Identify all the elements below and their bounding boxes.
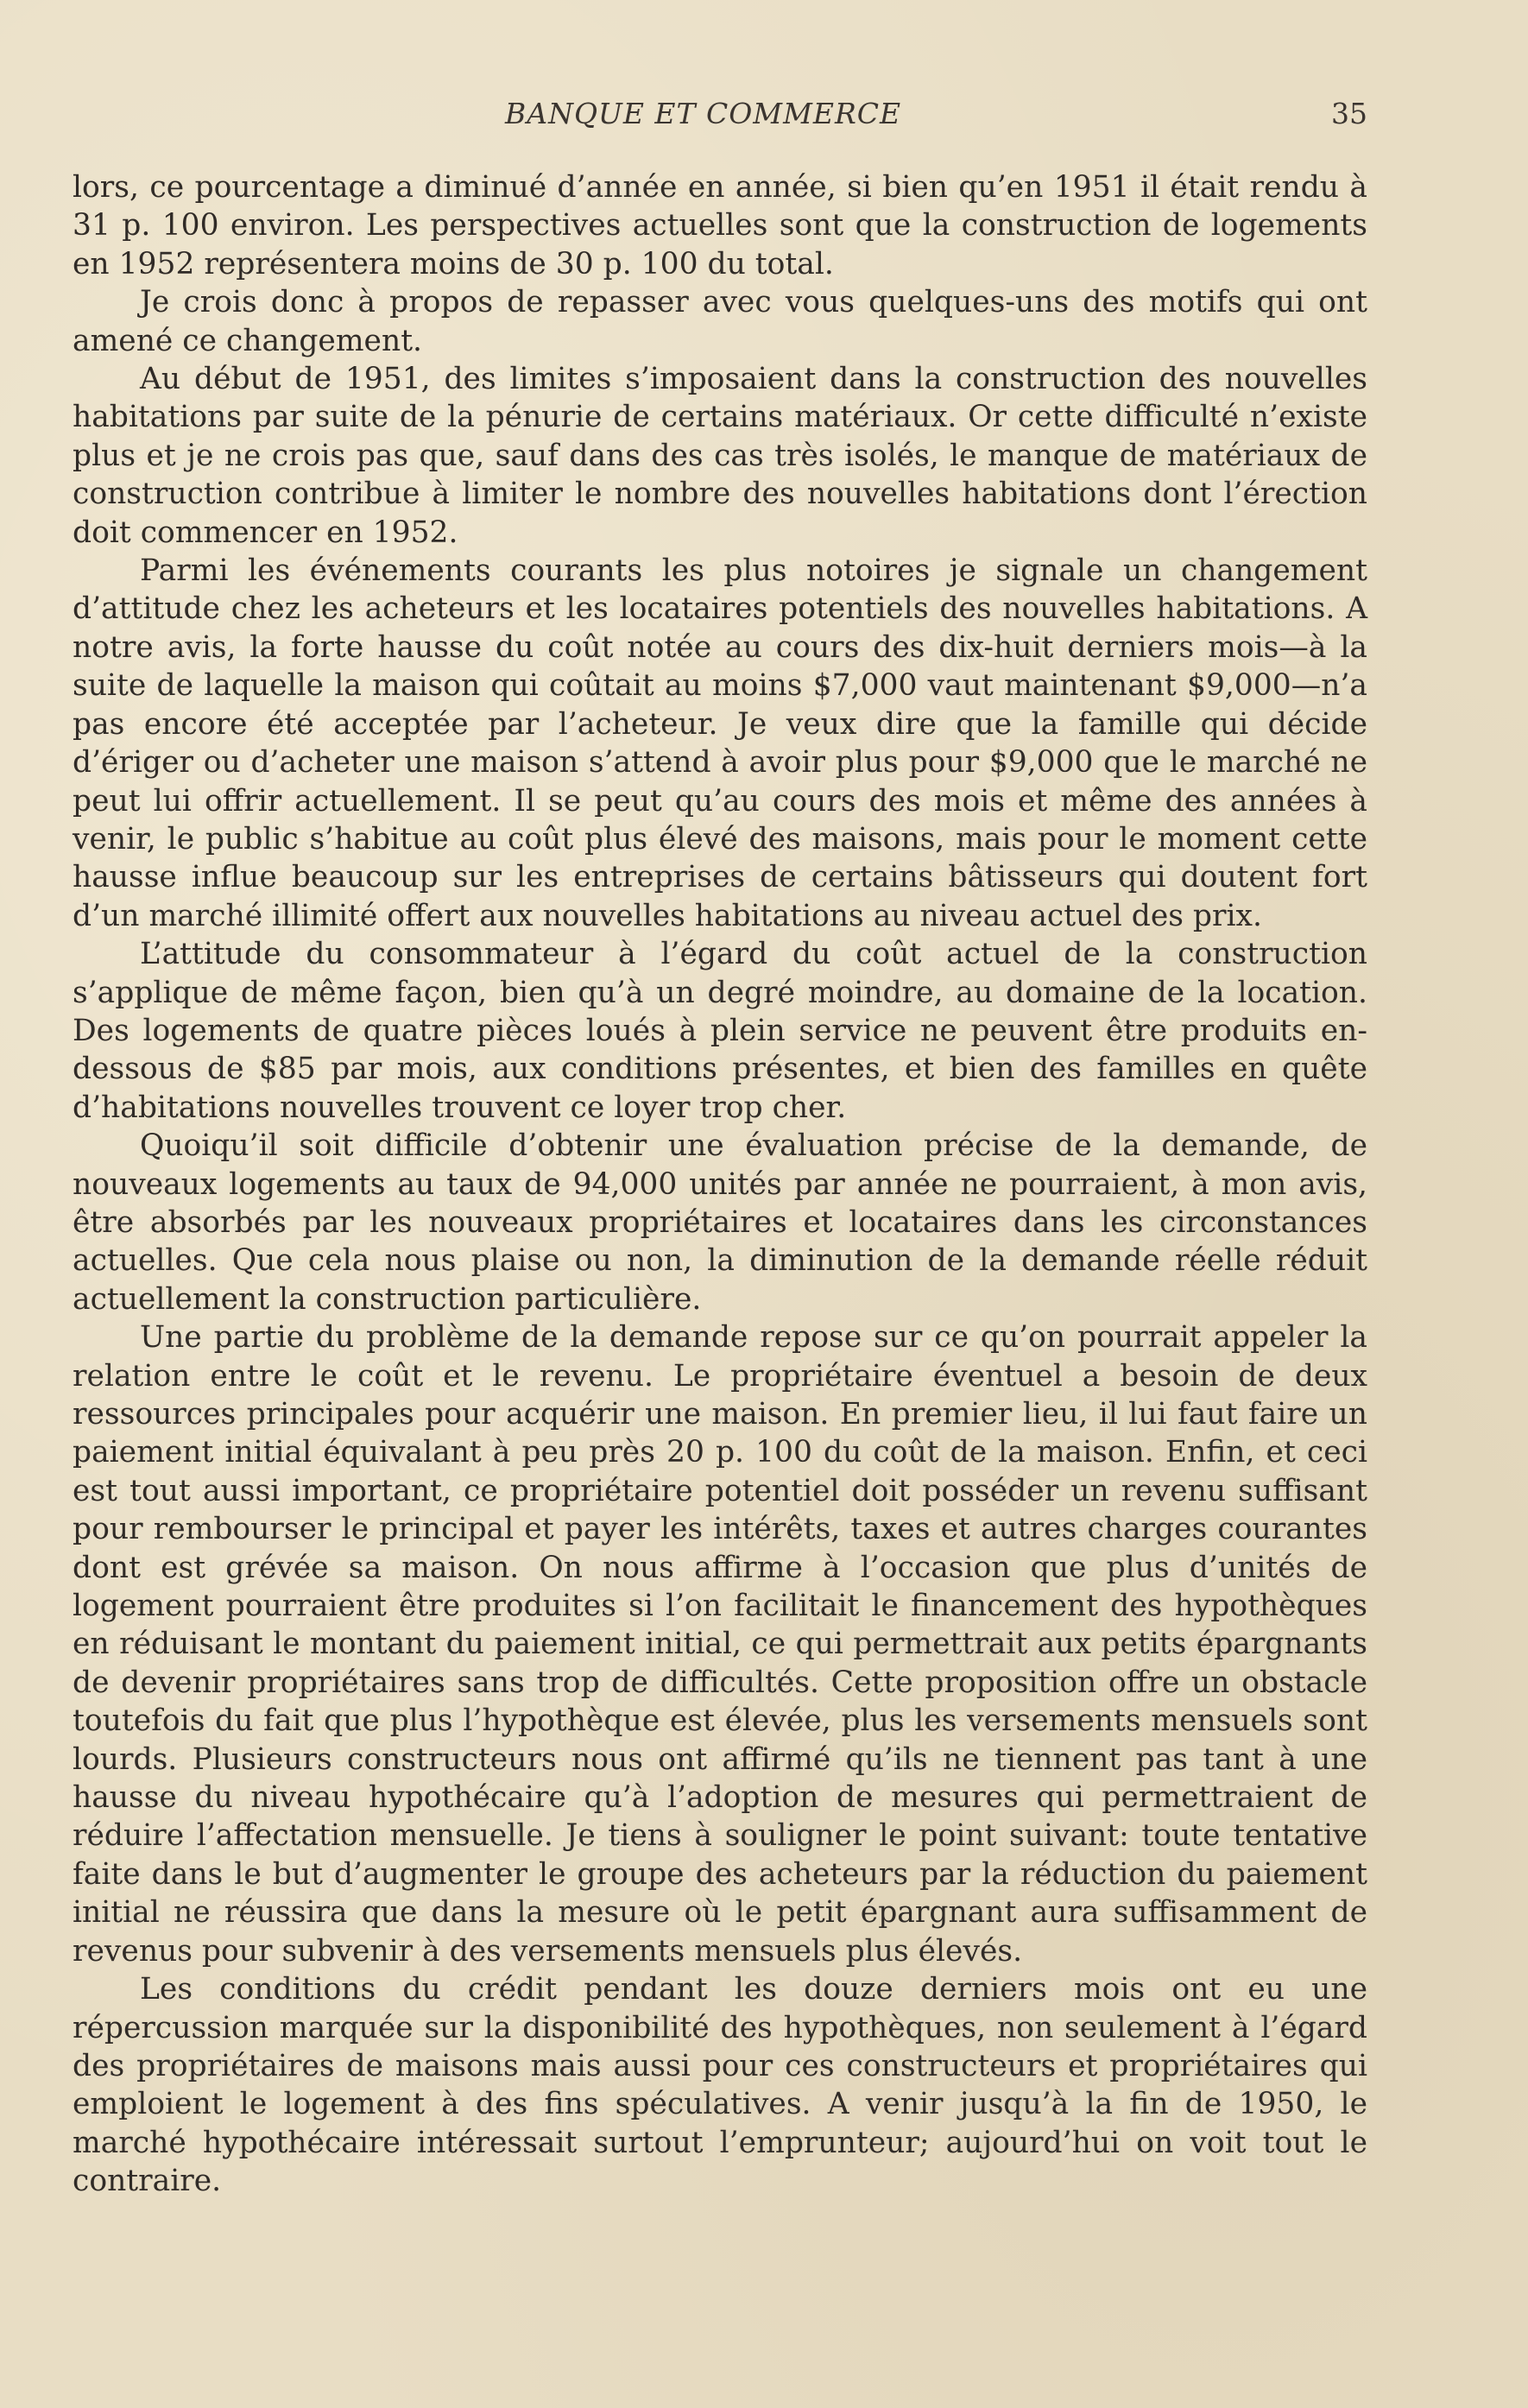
paragraph: Les conditions du crédit pendant les douze derniers mois ont eu une répercussion marquée sur la disponibilité des hypothèques, non seulement à l’égard des propriétaires de maisons mais aussi pour ces constructeurs et propriétaires qui emploient le logement à des fins spéculatives. A venir jusqu’à la fin de 1950, le marché hypothécaire intéressait surtout l’emprunteur; aujourd’hui on voit tout le contraire. <box>73 1972 1367 2199</box>
paragraph: Au début de 1951, des limites s’imposaient dans la construction des nouvelles habitations par suite de la pénurie de certains matériaux. Or cette difficulté n’existe plus et je ne crois pas que, sauf dans des cas très isolés, le manque de matériaux de construction contribue à limiter le nombre des nouvelles habitations dont l’érection doit commencer en 1952. <box>73 362 1367 550</box>
paragraph-continued: lors, ce pourcentage a diminué d’année en année, si bien qu’en 1951 il était rendu à 31 p. 100 environ. Les perspectives actuelles sont que la construction de logements en 1952 représentera moins de 30 p. 100 du total. <box>73 170 1367 281</box>
paragraph: Quoiqu’il soit difficile d’obtenir une évaluation précise de la demande, de nouveaux logements au taux de 94,000 unités par année ne pourraient, à mon avis, être absorbés par les nouveaux propriétaires et locataires dans les circonstances actuelles. Que cela nous plaise ou non, la diminution de la demande réelle réduit actuellement la construction particulière. <box>73 1128 1367 1317</box>
paragraph: Je crois donc à propos de repasser avec vous quelques-uns des motifs qui ont amené ce changement. <box>73 285 1367 358</box>
paragraph: L’attitude du consommateur à l’égard du coût actuel de la construction s’applique de même façon, bien qu’à un degré moindre, au domaine de la location. Des logements de quatre pièces loués à plein service ne peuvent être produits en-dessous de $85 par mois, aux conditions présentes, et bien des familles en quête d’habitations nouvelles trouvent ce loyer trop cher. <box>73 937 1367 1125</box>
page-number: 35 <box>1331 97 1367 130</box>
paragraph: Parmi les événements courants les plus notoires je signale un changement d’attitude chez les acheteurs et les locataires potentiels des nouvelles habitations. A notre avis, la forte hausse du coût notée au cours des dix-huit derniers mois—à la suite de laquelle la maison qui coûtait au moins $7,000 vaut maintenant $9,000—n’a pas encore été acceptée par l’acheteur. Je veux dire que la famille qui décide d’ériger ou d’acheter une maison s’attend à avoir plus pour $9,000 que le marché ne peut lui offrir actuellement. Il se peut qu’au cours des mois et même des années à venir, le public s’habitue au coût plus élevé des maisons, mais pour le moment cette hausse influe beaucoup sur les entreprises de certains bâtisseurs qui doutent fort d’un marché illimité offert aux nouvelles habitations au niveau actuel des prix. <box>73 553 1367 933</box>
body-text <box>73 168 1367 2201</box>
running-title: BANQUE ET COMMERCE <box>505 97 902 130</box>
paragraph: Une partie du problème de la demande repose sur ce qu’on pourrait appeler la relation entre le coût et le revenu. Le propriétaire éventuel a besoin de deux ressources principales pour acquérir une maison. En premier lieu, il lui faut faire un paiement initial équivalant à peu près 20 p. 100 du coût de la maison. Enfin, et ceci est tout aussi important, ce propriétaire potentiel doit posséder un revenu suffisant pour rembourser le principal et payer les intérêts, taxes et autres charges courantes dont est grévée sa maison. On nous affirme à l’occasion que plus d’unités de logement pourraient être produites si l’on facilitait le financement des hypothèques en réduisant le montant du paiement initial, ce qui permettrait aux petits épargnants de devenir propriétaires sans trop de difficultés. Cette proposition offre un obstacle toutefois du fait que plus l’hypothèque est élevée, plus les versements mensuels sont lourds. Plusieurs constructeurs nous ont affirmé qu’ils ne tiennent pas tant à une hausse du niveau hypothécaire qu’à l’adoption de mesures qui permettraient de réduire l’affectation mensuelle. Je tiens à souligner le point suivant: toute tentative faite dans le but d’augmenter le groupe des acheteurs par la réduction du paiement initial ne réussira que dans la mesure où le petit épargnant aura suffisamment de revenus pour subvenir à des versements mensuels plus élevés. <box>73 1320 1367 1969</box>
running-header <box>0 97 1528 140</box>
